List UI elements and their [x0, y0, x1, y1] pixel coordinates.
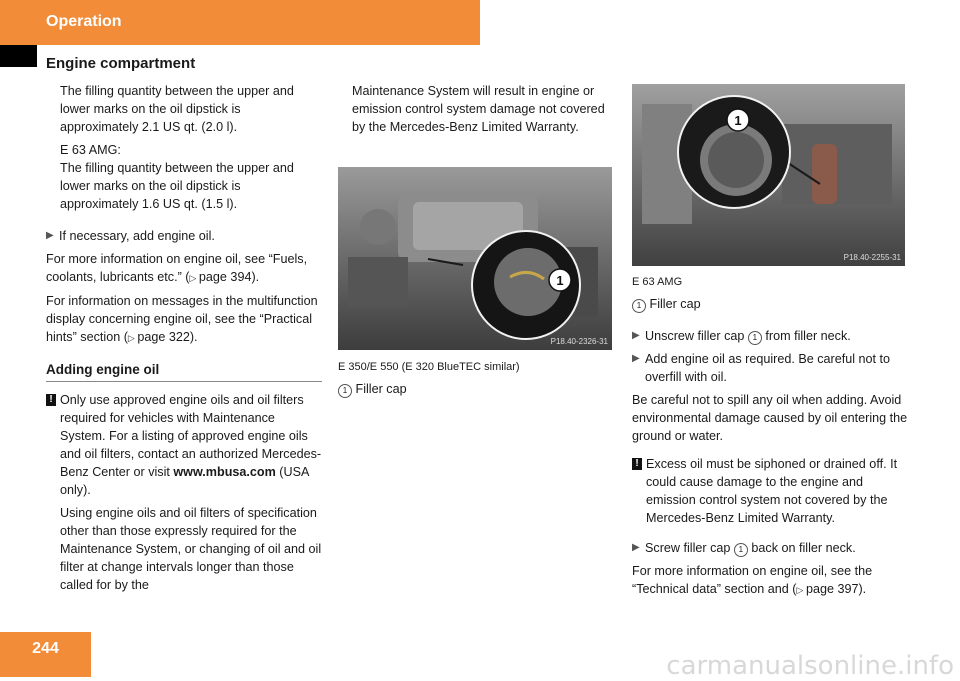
figure-caption-block-2	[338, 359, 614, 398]
column-2	[352, 82, 618, 150]
warranty-text: Maintenance System will result in engine or emission control system damage not covered by the Mercedes-Benz Limited Warranty.	[352, 84, 605, 134]
column-1	[46, 82, 322, 599]
technical-data-reference: For more information on engine oil, see the “Technical data” section and (▷ page 397).	[632, 564, 873, 596]
mbusa-link[interactable]: www.mbusa.com	[173, 465, 276, 479]
engine-photo-e350	[338, 167, 612, 350]
section-marker	[0, 45, 37, 67]
step-arrow-icon: ▶	[632, 353, 640, 364]
page-ref-triangle-icon: ▷	[189, 273, 199, 283]
figure-caption-amg: E 63 AMG	[632, 276, 683, 288]
step-add-oil-required: ▶ Add engine oil as required. Be careful not to overfill with oil.	[632, 352, 891, 384]
amg-label: E 63 AMG:	[60, 143, 121, 157]
watermark: carmanualsonline.info	[666, 651, 954, 681]
step-unscrew: ▶ Unscrew filler cap 1 from filler neck.	[632, 329, 851, 343]
amg-quantity-text: The filling quantity between the upper and lower marks on the oil dipstick is approximately 1.6 US qt. (1.5 l).	[60, 161, 294, 211]
callout-number-icon: 1	[632, 299, 646, 313]
warning-approved-oils: ! Only use approved engine oils and oil filters required for vehicles with Maintenance System. For a listing of approved engine oils and oil filters, contact an authorized Mercedes-Benz Center or visit www.mbusa.com (USA only).	[46, 391, 322, 499]
step-screw-cap: ▶ Screw filler cap 1 back on filler neck.	[632, 541, 856, 555]
step-arrow-icon: ▶	[632, 330, 640, 341]
callout-number-icon: 1	[748, 331, 762, 345]
callout-1: 1	[556, 273, 564, 288]
engine-photo-amg	[632, 84, 905, 266]
engine-illustration	[338, 167, 612, 350]
exclamation-icon: !	[46, 394, 56, 406]
warning-continued: Using engine oils and oil filters of specification other than those expressly required for the Maintenance System, or changing of oil and oil filter at change intervals longer than those called for by the	[60, 506, 322, 592]
oil-quantity-text: The filling quantity between the upper and lower marks on the oil dipstick is approximately 2.1 US qt. (2.0 l).	[60, 84, 294, 134]
step-arrow-icon: ▶	[632, 542, 640, 553]
figure-code-amg: P18.40-2255-31	[843, 253, 901, 262]
page-number: 244	[32, 640, 59, 657]
engine-oil-reference: For more information on engine oil, see “Fuels, coolants, lubricants etc.” (▷ page 394).	[46, 252, 308, 284]
figure-code: P18.40-2326-31	[550, 337, 608, 346]
callout-1-amg: 1	[734, 113, 742, 128]
spill-warning-text: Be careful not to spill any oil when adding. Avoid environmental damage caused by oil entering the ground or water.	[632, 393, 908, 443]
column-3	[632, 274, 908, 604]
page-ref-triangle-icon: ▷	[127, 333, 138, 343]
page-ref-triangle-icon: ▷	[796, 585, 806, 595]
messages-reference: For information on messages in the multifunction display concerning engine oil, see the “Practical hints” section (▷ page 322).	[46, 294, 318, 344]
adding-oil-heading: Adding engine oil	[46, 361, 322, 382]
step-add-oil: ▶ If necessary, add engine oil.	[46, 229, 215, 243]
engine-illustration-amg	[632, 84, 905, 266]
callout-number-icon: 1	[734, 543, 748, 557]
header-title: Operation	[46, 13, 122, 30]
section-title: Engine compartment	[46, 55, 196, 72]
callout-number-icon: 1	[338, 384, 352, 398]
exclamation-icon: !	[632, 458, 642, 470]
legend-filler-cap: 1 Filler cap	[338, 380, 614, 398]
step-arrow-icon: ▶	[46, 230, 54, 241]
legend-filler-cap-amg: 1 Filler cap	[632, 295, 908, 313]
warning-excess-oil: ! Excess oil must be siphoned or drained off. It could cause damage to the engine and emission control system not covered by the Mercedes-Benz Limited Warranty.	[632, 455, 908, 527]
figure-caption: E 350/E 550 (E 320 BlueTEC similar)	[338, 361, 520, 373]
